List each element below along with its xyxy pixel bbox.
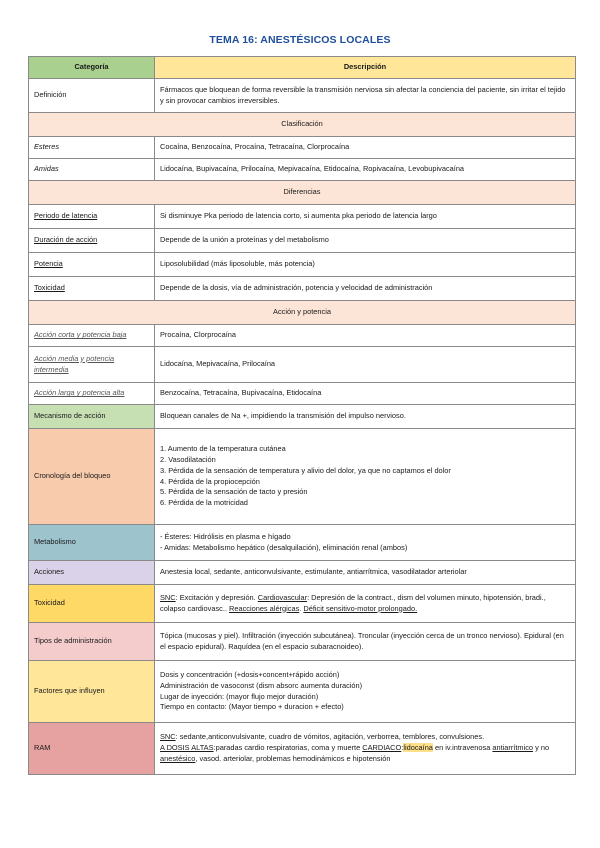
list-item: Administración de vasoconst (dism absorc aumenta duración) [160, 680, 363, 690]
cardio-term: Cardiovascular [257, 592, 308, 602]
table-row [29, 561, 576, 585]
table-row [29, 137, 576, 159]
row-description [155, 585, 576, 623]
row-label: Acción larga y potencia alta [29, 383, 155, 405]
header-category: Categoría [29, 57, 155, 79]
row-label: RAM [29, 723, 155, 775]
row-description: Procaína, Clorprocaína [155, 325, 576, 347]
row-label: Amidas [29, 159, 155, 181]
table-row [29, 383, 576, 405]
snc-term: SNC [160, 732, 176, 742]
row-label: Factores que influyen [29, 661, 155, 723]
antiarrhythmic-term: antiarrítmico [492, 743, 534, 753]
section-header [29, 113, 576, 137]
row-description: Si disminuye Pka periodo de latencia corto, si aumenta pka periodo de latencia largo [155, 205, 576, 229]
section-title: Clasificación [29, 113, 576, 137]
row-label: Acción media y potencia intermedia [29, 347, 155, 383]
cardio-text: : Depresión de la contract., dism del volumen minuto, hipotensión, bradi., colapso cardiovasc.. [160, 592, 546, 613]
table-row [29, 205, 576, 229]
table-header-row [29, 57, 576, 79]
cardiac-term: CARDIACO [362, 743, 402, 753]
row-description: Depende de la dosis, vía de administración, potencia y velocidad de administración [155, 277, 576, 301]
list-item: 2. Vasodilatación [160, 455, 216, 465]
list-item: 1. Aumento de la temperatura cutánea [160, 444, 286, 454]
row-description: Tópica (mucosas y piel). Infiltración (inyección subcutánea). Troncular (inyección cerca de un tronco nervioso). Epidural (en el espacio epidural). Raquídea (en el espacio subaracnoideo). [155, 623, 576, 661]
row-description: Depende de la unión a proteínas y del metabolismo [155, 229, 576, 253]
row-label: Metabolismo [29, 525, 155, 561]
anesthetics-table [28, 56, 576, 775]
list-item: Tiempo en contacto: (Mayor tiempo + duracion + efecto) [160, 702, 344, 712]
list-item: 4. Pérdida de la propiocepción [160, 476, 260, 486]
row-description: Cocaína, Benzocaína, Procaína, Tetracaína, Clorprocaína [155, 137, 576, 159]
end-text: , vasod. arteriolar, problemas hemodinámicos e hipotensión [195, 753, 391, 763]
table-row [29, 277, 576, 301]
high-doses-term: A DOSIS ALTAS [160, 743, 214, 753]
row-label: Toxicidad [29, 277, 155, 301]
table-row [29, 585, 576, 623]
table-row [29, 159, 576, 181]
table-row [29, 229, 576, 253]
table-row [29, 405, 576, 429]
row-label: Toxicidad [29, 585, 155, 623]
row-description: Anestesia local, sedante, anticonvulsivante, estimulante, antiarrítmica, vasodilatador arteriolar [155, 561, 576, 585]
row-label: Acciones [29, 561, 155, 585]
allergic-term: Reacciones alérgicas [229, 603, 300, 613]
row-label: Acción corta y potencia baja [29, 325, 155, 347]
row-label: Periodo de latencia [29, 205, 155, 229]
table-row [29, 347, 576, 383]
row-description: Liposolubilidad (más liposoluble, más potencia) [155, 253, 576, 277]
snc-term: SNC [160, 592, 176, 602]
list-item: - Ésteres: Hidrólisis en plasma e hígado [160, 531, 291, 541]
row-description: Bloquean canales de Na +, impidiendo la transmisión del impulso nervioso. [155, 405, 576, 429]
list-item: 3. Pérdida de la sensación de temperatura y alivio del dolor, ya que no captamos el dolor [160, 465, 451, 475]
table-row [29, 525, 576, 561]
row-description: Lidocaína, Bupivacaína, Prilocaína, Mepivacaína, Etidocaína, Ropivacaína, Levobupivacaína [155, 159, 576, 181]
deficit-term: Déficit sensitivo-motor prolongado. [303, 603, 418, 613]
row-label: Mecanismo de acción [29, 405, 155, 429]
row-label: Cronología del bloqueo [29, 429, 155, 525]
snc-text: : Excitación y depresión. [175, 592, 258, 602]
y-no-text: y no [533, 743, 550, 753]
list-item: Lugar de inyección: (mayor flujo mejor duración) [160, 691, 319, 701]
row-label: Esteres [29, 137, 155, 159]
list-item: 5. Pérdida de la sensación de tacto y presión [160, 487, 308, 497]
lidocaine-text: en iv.intravenosa [432, 743, 493, 753]
table-row [29, 325, 576, 347]
list-item: - Amidas: Metabolismo hepático (desalquilación), eliminación renal (ambos) [160, 542, 408, 552]
lidocaine-term: lidocaína [403, 743, 433, 753]
row-description [155, 661, 576, 723]
row-label: Tipos de administración [29, 623, 155, 661]
anesthetic-term: anestésico [160, 753, 196, 763]
snc-text: : sedante,anticonvulsivante, cuadro de vómitos, agitación, verborrea, temblores, convulsiones. [175, 732, 485, 742]
header-description: Descripción [155, 57, 576, 79]
separator: . [299, 603, 304, 613]
section-title: Acción y potencia [29, 301, 576, 325]
row-description: Fármacos que bloquean de forma reversible la transmisión nerviosa sin afectar la conciencia del paciente, sin irritar el tejido y sin provocar cambios irreversibles. [155, 79, 576, 113]
table-row [29, 79, 576, 113]
table-row [29, 623, 576, 661]
section-header [29, 301, 576, 325]
row-label: Potencia [29, 253, 155, 277]
table-row [29, 429, 576, 525]
list-item: 6. Pérdida de la motricidad [160, 497, 248, 507]
section-title: Diferencias [29, 181, 576, 205]
page-title: TEMA 16: ANESTÉSICOS LOCALES [209, 34, 391, 46]
row-description: Benzocaína, Tetracaína, Bupivacaína, Etidocaína [155, 383, 576, 405]
list-item: Dosis y concentración (+dosis+concent+rápido acción) [160, 670, 340, 680]
row-label: Definición [29, 79, 155, 113]
row-description [155, 723, 576, 775]
table-row [29, 253, 576, 277]
row-label: Duración de acción [29, 229, 155, 253]
high-doses-text: :paradas cardio respiratorias, coma y muerte [213, 743, 363, 753]
table-row [29, 723, 576, 775]
row-description [155, 525, 576, 561]
row-description [155, 429, 576, 525]
table-row [29, 661, 576, 723]
section-header [29, 181, 576, 205]
row-description: Lidocaína, Mepivacaína, Prilocaína [155, 347, 576, 383]
